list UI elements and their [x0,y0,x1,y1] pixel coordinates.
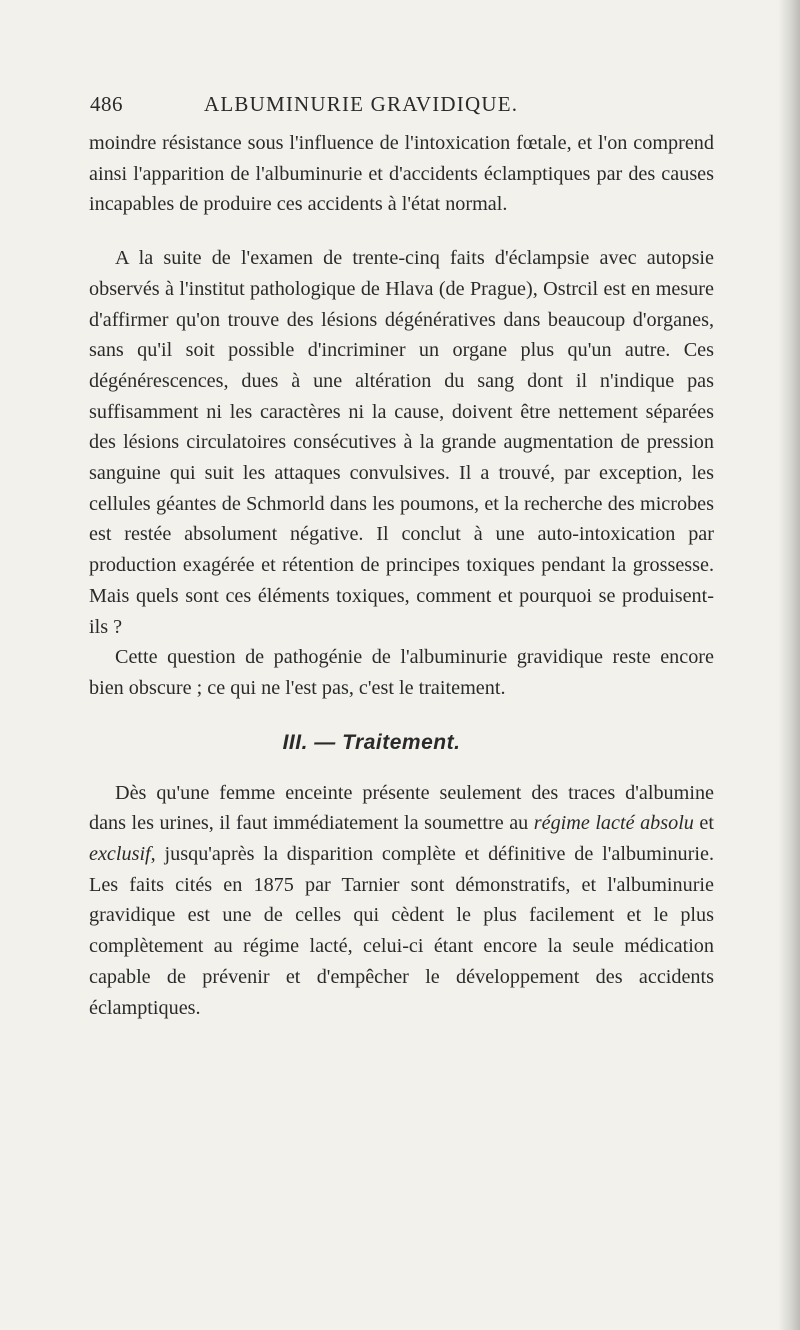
text-run: Dès qu'une femme enceinte présente seulement des traces d'albumine dans les urines, il faut immédiatement la soumettre au [89,781,714,835]
section-heading: III. — Traitement. [282,730,461,754]
paragraph-ostrcil: A la suite de l'examen de trente-cinq faits d'éclampsie avec autopsie observés à l'institut pathologique de Hlava (de Prague), Ostrcil est en mesure d'affirmer qu'on trouve des lésions dégénératives dans beaucoup d'organes, sans qu'il soit possible d'incriminer un organe plus qu'un autre. Ces dégénérescences, dues à une altération du sang dont il n'indique pas suffisamment ni les caractères ni la cause, doivent être nettement séparées des lésions circulatoires consécutives à la grande augmentation de pression sanguine qui suit les attaques convulsives. Il a trouvé, par exception, les cellules géantes de Schmorld dans les poumons, et la recherche des microbes est restée absolument négative. Il conclut à une auto-intoxication par production exagérée et rétention de principes toxiques pendant la grossesse. Mais quels sont ces éléments toxiques, comment et pourquoi se produisent-ils ? [89,247,714,638]
text-run: et [693,812,714,835]
text-run: , jusqu'après la disparition complète et définitive de l'albuminurie. Les faits cités en 1875 par Tarnier sont démonstratifs, et l'albuminurie gravidique est une de celles qui cèdent le plus facilement et le plus complètement au régime lacté, celui-ci étant encore la seule médication capable de prévenir et d'empêcher le développement des accidents éclamptiques. [89,843,714,1019]
page-edge-shadow [778,0,800,1330]
italic-term-regime: régime lacté absolu [533,812,694,835]
italic-term-exclusif: exclusif [89,843,151,866]
running-title: ALBUMINURIE GRAVIDIQUE. [204,92,519,116]
body-text [89,128,714,1023]
paragraph-continuation: moindre résistance sous l'influence de l'intoxication fœtale, et l'on comprend ainsi l'apparition de l'albuminurie et d'accidents éclamptiques par des causes incapables de produire ces accidents à l'état normal. [89,132,714,216]
page-header [90,92,730,122]
paragraph-traitement [89,778,714,1024]
page-number: 486 [90,92,123,116]
paragraph-pathogenie: Cette question de pathogénie de l'albuminurie gravidique reste encore bien obscure ; ce qui ne l'est pas, c'est le traitement. [89,646,714,699]
